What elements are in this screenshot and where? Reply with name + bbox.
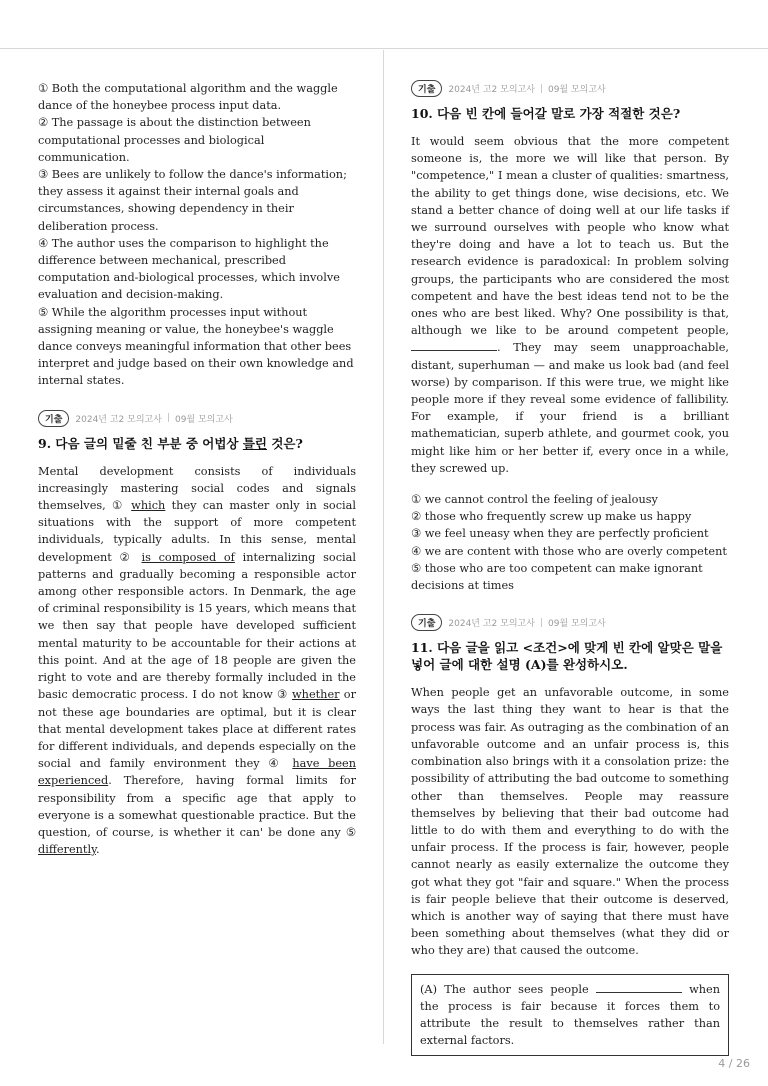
q11-source-line (411, 614, 729, 631)
q9-source-month: 09월 모의고사 (174, 414, 233, 425)
q9-underline-1: which (131, 499, 166, 513)
q10-source-month: 09월 모의고사 (547, 85, 606, 95)
top-rule (0, 48, 768, 49)
q9-tag-badge: 기출 (38, 410, 69, 427)
left-column (38, 80, 356, 858)
q11-blank (596, 982, 682, 993)
q9-underline-2: is composed of (141, 550, 235, 564)
q9-source-line (38, 410, 356, 427)
prev-option-1: ① Both the computational algorithm and the waggle dance of the honeybee process input data. (38, 82, 338, 113)
q11-source-year: 2024년 고2 모의고사 (448, 619, 535, 630)
q10-option-1: ① we cannot control the feeling of jealousy (411, 493, 658, 507)
prev-option-2: ② The passage is about the distinction between computational processes and biological communication. (38, 116, 311, 164)
q11-answer-box: (A) The author sees people when the process is fair because it forces them to attribute the result to themselves rather than external factors. (411, 974, 729, 1057)
separator: | (166, 413, 170, 424)
separator: | (539, 83, 543, 94)
q10-option-5: ⑤ those who are too competent can make ignorant decisions at times (411, 561, 703, 593)
q9-passage: Mental development consists of individuals increasingly mastering social codes and signals themselves, ① which they can master only in social situations with the support of more competent individuals, typically adults. In this sense, mental development ② is composed of internalizing social patterns and gradually becoming a responsible actor among other responsible actors. In Denmark, the age of criminal responsibility is 15 years, which means that we then say that people have developed sufficient mental maturity to be accountable for their actions at this point. And at the age of 18 people are given the right to vote and are thereby formally included in the basic democratic process. I do not know ③ whether or not these age boundaries are optimal, but it is clear that mental development takes place at different rates for different individuals, and depends especially on the social and family environment they ④ have been experienced. Therefore, having formal limits for responsibility from a specific age that apply to everyone is a somewhat questionable practice. But the question, of course, is whether it can' be done any ⑤ differently. (38, 464, 357, 857)
q11-source-month: 09월 모의고사 (547, 619, 606, 630)
column-divider (383, 50, 384, 1044)
prev-option-4: ④ The author uses the comparison to highlight the difference between mechanical, prescribed computation and-biological processes, which involve evaluation and decision-making. (38, 236, 340, 302)
prev-option-3: ③ Bees are unlikely to follow the dance's information; they assess it against their internal goals and circumstances, showing dependency in their deliberation process. (38, 168, 347, 233)
right-column (411, 80, 729, 1056)
q9-underline-5: differently (38, 843, 96, 857)
q9-underline-4: have been experienced (38, 757, 356, 788)
q11-title: 11. 다음 글을 읽고 <조건>에 맞게 빈 칸에 알맞은 말을 넣어 글에 대한 설명 (A)를 완성하시오. (411, 640, 723, 673)
prev-option-5: ⑤ While the algorithm processes input without assigning meaning or value, the honeybee's waggle dance conveys meaningful information that other bees interpret and judge based on their own knowledge and internal states. (38, 305, 354, 388)
q10-option-2: ② those who frequently screw up make us happy (411, 510, 692, 524)
q10-passage: It would seem obvious that the more competent someone is, the more we will like that person. By "competence," I mean a cluster of qualities: smartness, the ability to get things done, wise decisions, etc. We stand a better chance of doing well at our life tasks if we surround ourselves with people who know what they're doing and have a lot to teach us. But the research evidence is paradoxical: In problem solving groups, the participants who are considered the most competent and have the best ideas tend not to be the ones who are best liked. Why? One possibility is that, although we like to be around competent people, . They may seem unapproachable, distant, superhuman — and make us look bad (and feel worse) by comparison. If this were true, we might like people more if they reveal some evidence of fallibility. For example, if your friend is a brilliant mathematician, superb athlete, and gourmet cook, you might like him or her better if, every once in a while, they screwed up. (411, 135, 729, 475)
q10-source-line (411, 80, 729, 97)
q10-tag-badge: 기출 (411, 80, 442, 97)
q9-source-year: 2024년 고2 모의고사 (75, 414, 162, 425)
q10-blank (411, 340, 497, 351)
q11-tag-badge: 기출 (411, 614, 442, 631)
q10-option-4: ④ we are content with those who are overly competent (411, 544, 727, 558)
q10-title: 10. 다음 빈 칸에 들어갈 말로 가장 적절한 것은? (411, 106, 681, 121)
q10-options (411, 491, 729, 594)
q9-underline-3: whether (292, 688, 340, 702)
q10-option-3: ③ we feel uneasy when they are perfectly proficient (411, 527, 709, 541)
q10-source-year: 2024년 고2 모의고사 (448, 85, 535, 95)
q11-passage: When people get an unfavorable outcome, in some ways the last thing they want to hear is that the process was fair. As outraging as the combination of an unfavorable outcome and an unfair process is, this combination also brings with it a consolation prize: the possibility of attributing the bad outcome to something other than themselves. People may reassure themselves by believing that their bad outcome had little to do with them and everything to do with the unfair process. If the process is fair, however, people cannot nearly as easily externalize the outcome they got what they got "fair and square." When the process is fair people believe that their outcome is deserved, which is another way of saying that there must have been something about themselves (what they did or who they are) that caused the outcome. (411, 686, 729, 958)
q9-title: 9. 다음 글의 밑줄 친 부분 중 어법상 틀린 것은? (38, 435, 303, 451)
separator: | (539, 617, 543, 628)
page-number: 4 / 26 (718, 1057, 750, 1070)
previous-answer-options (38, 80, 356, 390)
